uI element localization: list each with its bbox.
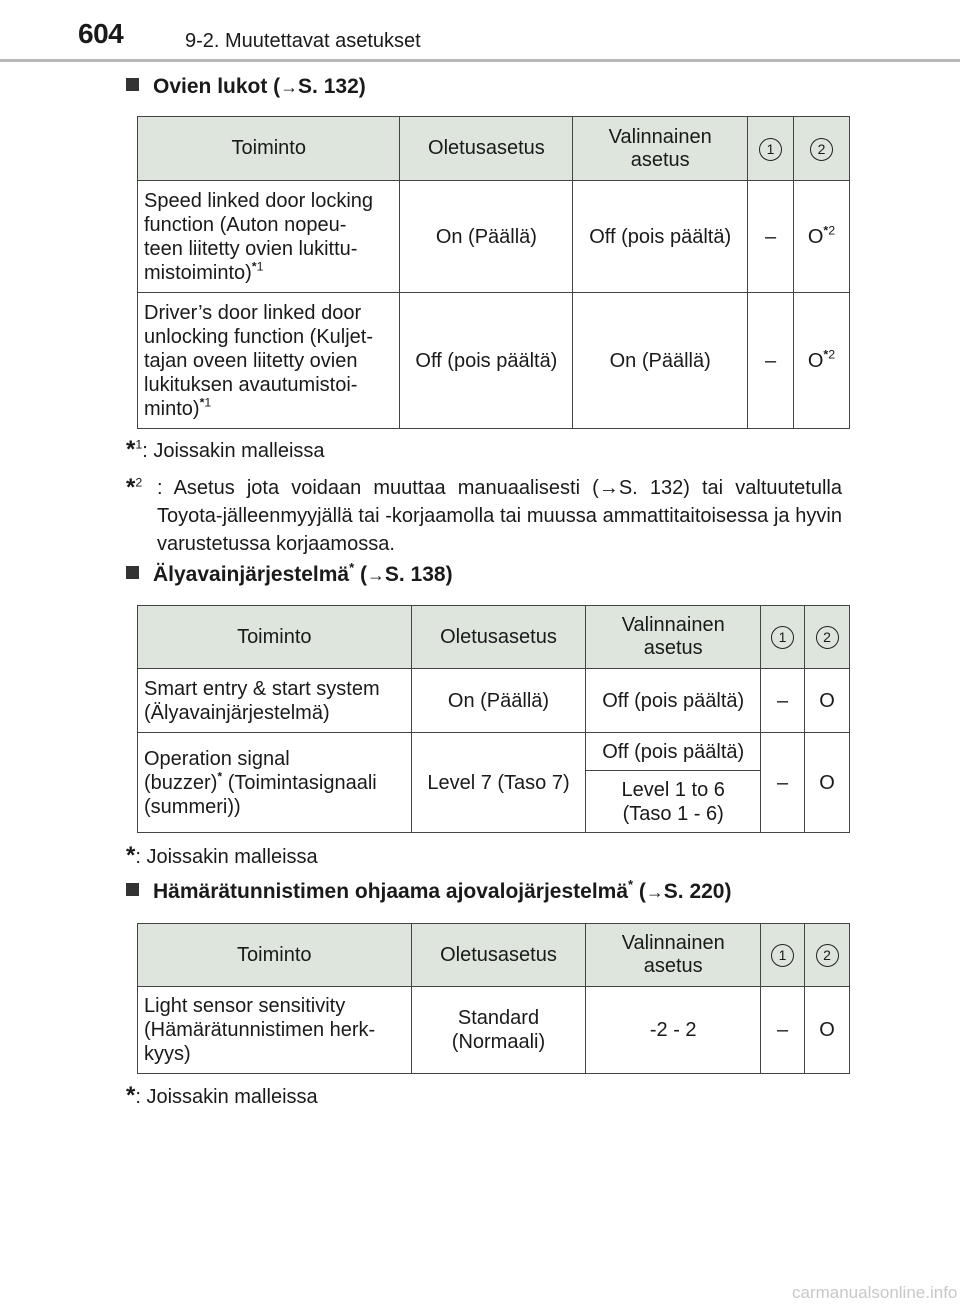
footnote-light-sensor: *: Joissakin malleissa [126,1082,318,1109]
page-reference-link[interactable]: S. 138) [384,563,453,586]
section-light-sensor-title: Hämärätunnistimen ohjaama ajovalojärjestelmä* (→S. 220) [126,880,731,904]
header-function: Toiminto [138,606,412,669]
footnote-2: *$^2$ : Asetus jota voidaan muuttaa manuaalisesti (→S. 132) tai valtuutetulla Toyota-jälleenmyyjällä tai -korjaamolla tai muussa ammattitaitoisessa ja hyvin varustetussa korjaamossa. [126,474,842,558]
header-divider [0,59,960,62]
table-header-row [138,606,850,669]
col2-cell: O [805,733,850,833]
header-optional: Valinnainen asetus [586,606,761,669]
header-col2 [794,117,850,181]
default-cell: Standard (Normaali) [411,987,586,1074]
circled-two-icon: 2 [816,944,839,967]
header-col1 [761,924,805,987]
footnote-1: *$^1$: Joissakin malleissa [126,436,325,463]
watermark-text: carmanualsonline.info [792,1283,958,1302]
optional-cell: Off (pois päältä) [586,733,761,771]
default-cell: Level 7 (Taso 7) [411,733,586,833]
smart-key-table [137,605,850,833]
arrow-icon: → [280,77,299,97]
header-function: Toiminto [138,924,412,987]
col1-cell: – [761,987,805,1074]
table-header-row [138,117,850,181]
arrow-icon: → [645,882,664,902]
page-reference-link[interactable]: S. 132) [298,75,366,98]
page-header [0,0,960,60]
optional-cell: Off (pois päältä) [573,181,748,293]
header-col1 [748,117,794,181]
col1-cell: – [761,733,805,833]
default-cell: On (Päällä) [411,669,586,733]
door-locks-table [137,116,850,429]
col1-cell: – [748,181,794,293]
table-row [138,669,850,733]
optional-cell: Level 1 to 6 (Taso 1 - 6) [586,771,761,833]
page-number: 604 [78,18,124,49]
table-row [138,987,850,1074]
light-sensor-table [137,923,850,1074]
default-cell: On (Päällä) [400,181,573,293]
col2-cell: O [805,987,850,1074]
header-col1 [761,606,805,669]
optional-cell: Off (pois päältä) [586,669,761,733]
function-cell: Operation signal (buzzer)* (Toimintasignaali (summeri)) [138,733,412,833]
default-cell: Off (pois päältä) [400,293,573,429]
footnote-smart-key: *: Joissakin malleissa [126,842,318,869]
col2-cell: O [805,669,850,733]
header-default: Oletusasetus [411,606,586,669]
footnote-2-text: : Asetus jota voidaan muuttaa manuaalisesti (→S. 132) tai valtuutetulla Toyota-jälleenmyyjällä tai -korjaamolla tai muussa ammattitaitoisessa ja hyvin varustetussa korjaamossa. [157,477,842,555]
header-optional: Valinnainen asetus [586,924,761,987]
table-row [138,293,850,429]
page-reference-link[interactable]: S. 220) [663,880,732,903]
table-row [138,181,850,293]
arrow-icon: → [367,565,385,585]
header-optional: Valinnainen asetus [573,117,748,181]
section-door-locks-title: Ovien lukot (→S. 132) [126,75,366,99]
col1-cell: – [748,293,794,429]
col2-cell: $O^{*2}$ [794,181,850,293]
header-default: Oletusasetus [411,924,586,987]
function-cell: Speed linked door locking function (Auton nopeu- teen liitetty ovien lukittu- mistoiminto)$^{*1}$ [138,181,400,293]
function-cell: Driver’s door linked door unlocking function (Kuljet- tajan oveen liitetty ovien lukituksen avautumistoi- minto)$^{*1}$ [138,293,400,429]
section-bullet-icon [126,883,139,896]
circled-one-icon: 1 [759,138,782,161]
col2-cell: $O^{*2}$ [794,293,850,429]
circled-one-icon: 1 [771,944,794,967]
circled-two-icon: 2 [810,138,833,161]
header-col2 [805,606,850,669]
circled-one-icon: 1 [771,626,794,649]
table-header-row [138,924,850,987]
optional-cell: On (Päällä) [573,293,748,429]
circled-two-icon: 2 [816,626,839,649]
section-smart-key-title: Älyavainjärjestelmä* (→S. 138) [126,563,453,587]
chapter-title: 9-2. Muutettavat asetukset [185,30,421,52]
function-cell: Light sensor sensitivity (Hämärätunnistimen herk- kyys) [138,987,412,1074]
header-function: Toiminto [138,117,400,181]
function-cell: Smart entry & start system (Älyavainjärjestelmä) [138,669,412,733]
header-col2 [805,924,850,987]
optional-cell: -2 - 2 [586,987,761,1074]
header-default: Oletusasetus [400,117,573,181]
section-bullet-icon [126,78,139,91]
table-row [138,733,850,771]
col1-cell: – [761,669,805,733]
section-bullet-icon [126,566,139,579]
